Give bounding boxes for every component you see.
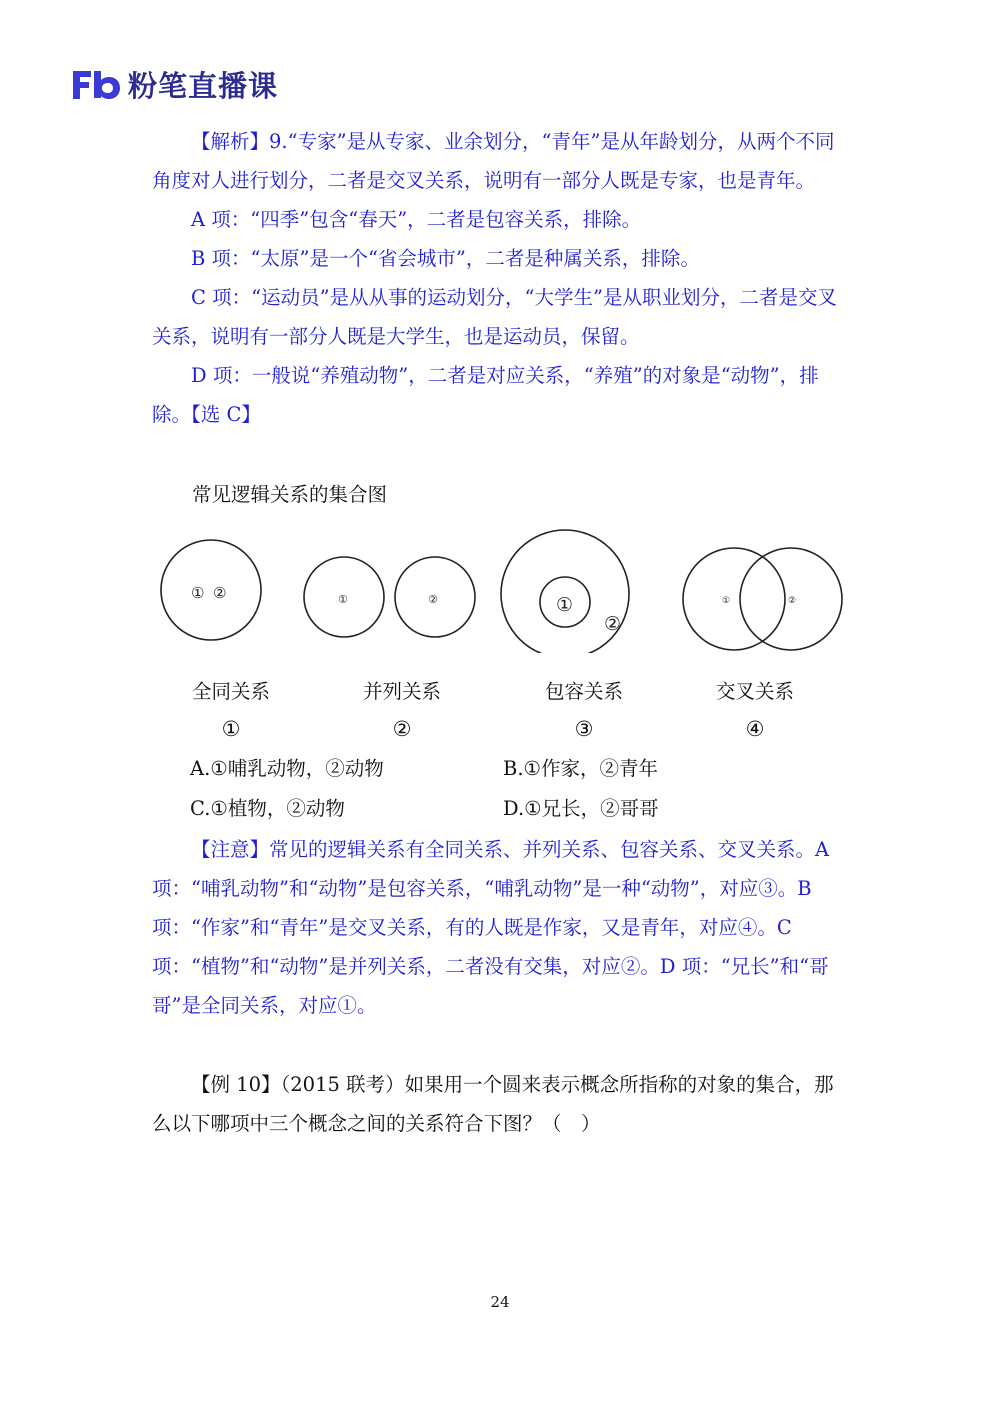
page-number: 24: [490, 1293, 510, 1311]
section-heading: 常见逻辑关系的集合图: [192, 483, 388, 506]
analysis-item-c: C 项：“运动员”是从从事的运动划分，“大学生”是从职业划分，二者是交叉关系，说明有一部分人既是大学生，也是运动员，保留。: [152, 286, 837, 348]
identity-mark-1: ①: [191, 584, 205, 602]
example-question: 【例 10】（2015 联考）如果用一个圆来表示概念所指称的对象的集合，那么以下哪项中三个概念之间的关系符合下图？（ ）: [152, 1073, 834, 1135]
label-intersection: 交叉关系: [715, 680, 794, 703]
note-paragraph: 【注意】常见的逻辑关系有全同关系、并列关系、包容关系、交叉关系。A 项：“哺乳动物”和“动物”是包容关系，“哺乳动物”是一种“动物”，对应③。B 项：“作家”和“青年”是交叉关系，有的人既是作家，又是青年，对应④。C 项：“植物”和“动物”是并列关系，二者没有交集，对应②。D 项：“兄长”和“哥哥”是全同关系，对应①。: [152, 838, 830, 1017]
label-parallel: 并列关系: [362, 680, 441, 703]
analysis-intro: 【解析】9.“专家”是从专家、业余划分，“青年”是从年龄划分，从两个不同角度对人进行划分，二者是交叉关系，说明有一部分人既是专家，也是青年。: [152, 130, 835, 192]
number-intersection: ④: [745, 717, 765, 741]
parallel-mark-1: ①: [338, 593, 348, 606]
analysis-item-b: B 项：“太原”是一个“省会城市”，二者是种属关系，排除。: [191, 247, 700, 270]
brand-name: 粉笔直播课: [128, 68, 279, 103]
analysis-item-d: D 项：一般说“养殖动物”，二者是对应关系，“养殖”的对象是“动物”，排除。【选 C】: [152, 364, 819, 426]
brand-logo: [70, 64, 278, 104]
parallel-mark-2: ②: [428, 593, 438, 606]
containment-mark-2: ②: [604, 613, 622, 635]
identity-circle: [161, 540, 261, 640]
intersection-mark-1: ①: [722, 596, 731, 606]
option-c: C.①植物，②动物: [190, 797, 345, 820]
option-b: B.①作家，②青年: [503, 757, 659, 780]
number-parallel: ②: [392, 717, 412, 741]
identity-mark-2: ②: [213, 584, 227, 602]
option-d: D.①兄长，②哥哥: [503, 797, 659, 820]
number-containment: ③: [574, 717, 594, 741]
number-identity: ①: [221, 717, 241, 741]
option-a: A.①哺乳动物，②动物: [190, 757, 384, 780]
label-containment: 包容关系: [544, 680, 623, 703]
intersection-circle-1: [683, 548, 785, 650]
logic-relation-diagrams: [140, 528, 860, 653]
analysis-item-a: A 项：“四季”包含“春天”，二者是包容关系，排除。: [191, 208, 642, 231]
intersection-mark-2: ②: [788, 596, 797, 606]
fb-logo-icon: [70, 67, 122, 101]
label-identity: 全同关系: [191, 680, 270, 703]
containment-mark-1: ①: [556, 594, 574, 616]
